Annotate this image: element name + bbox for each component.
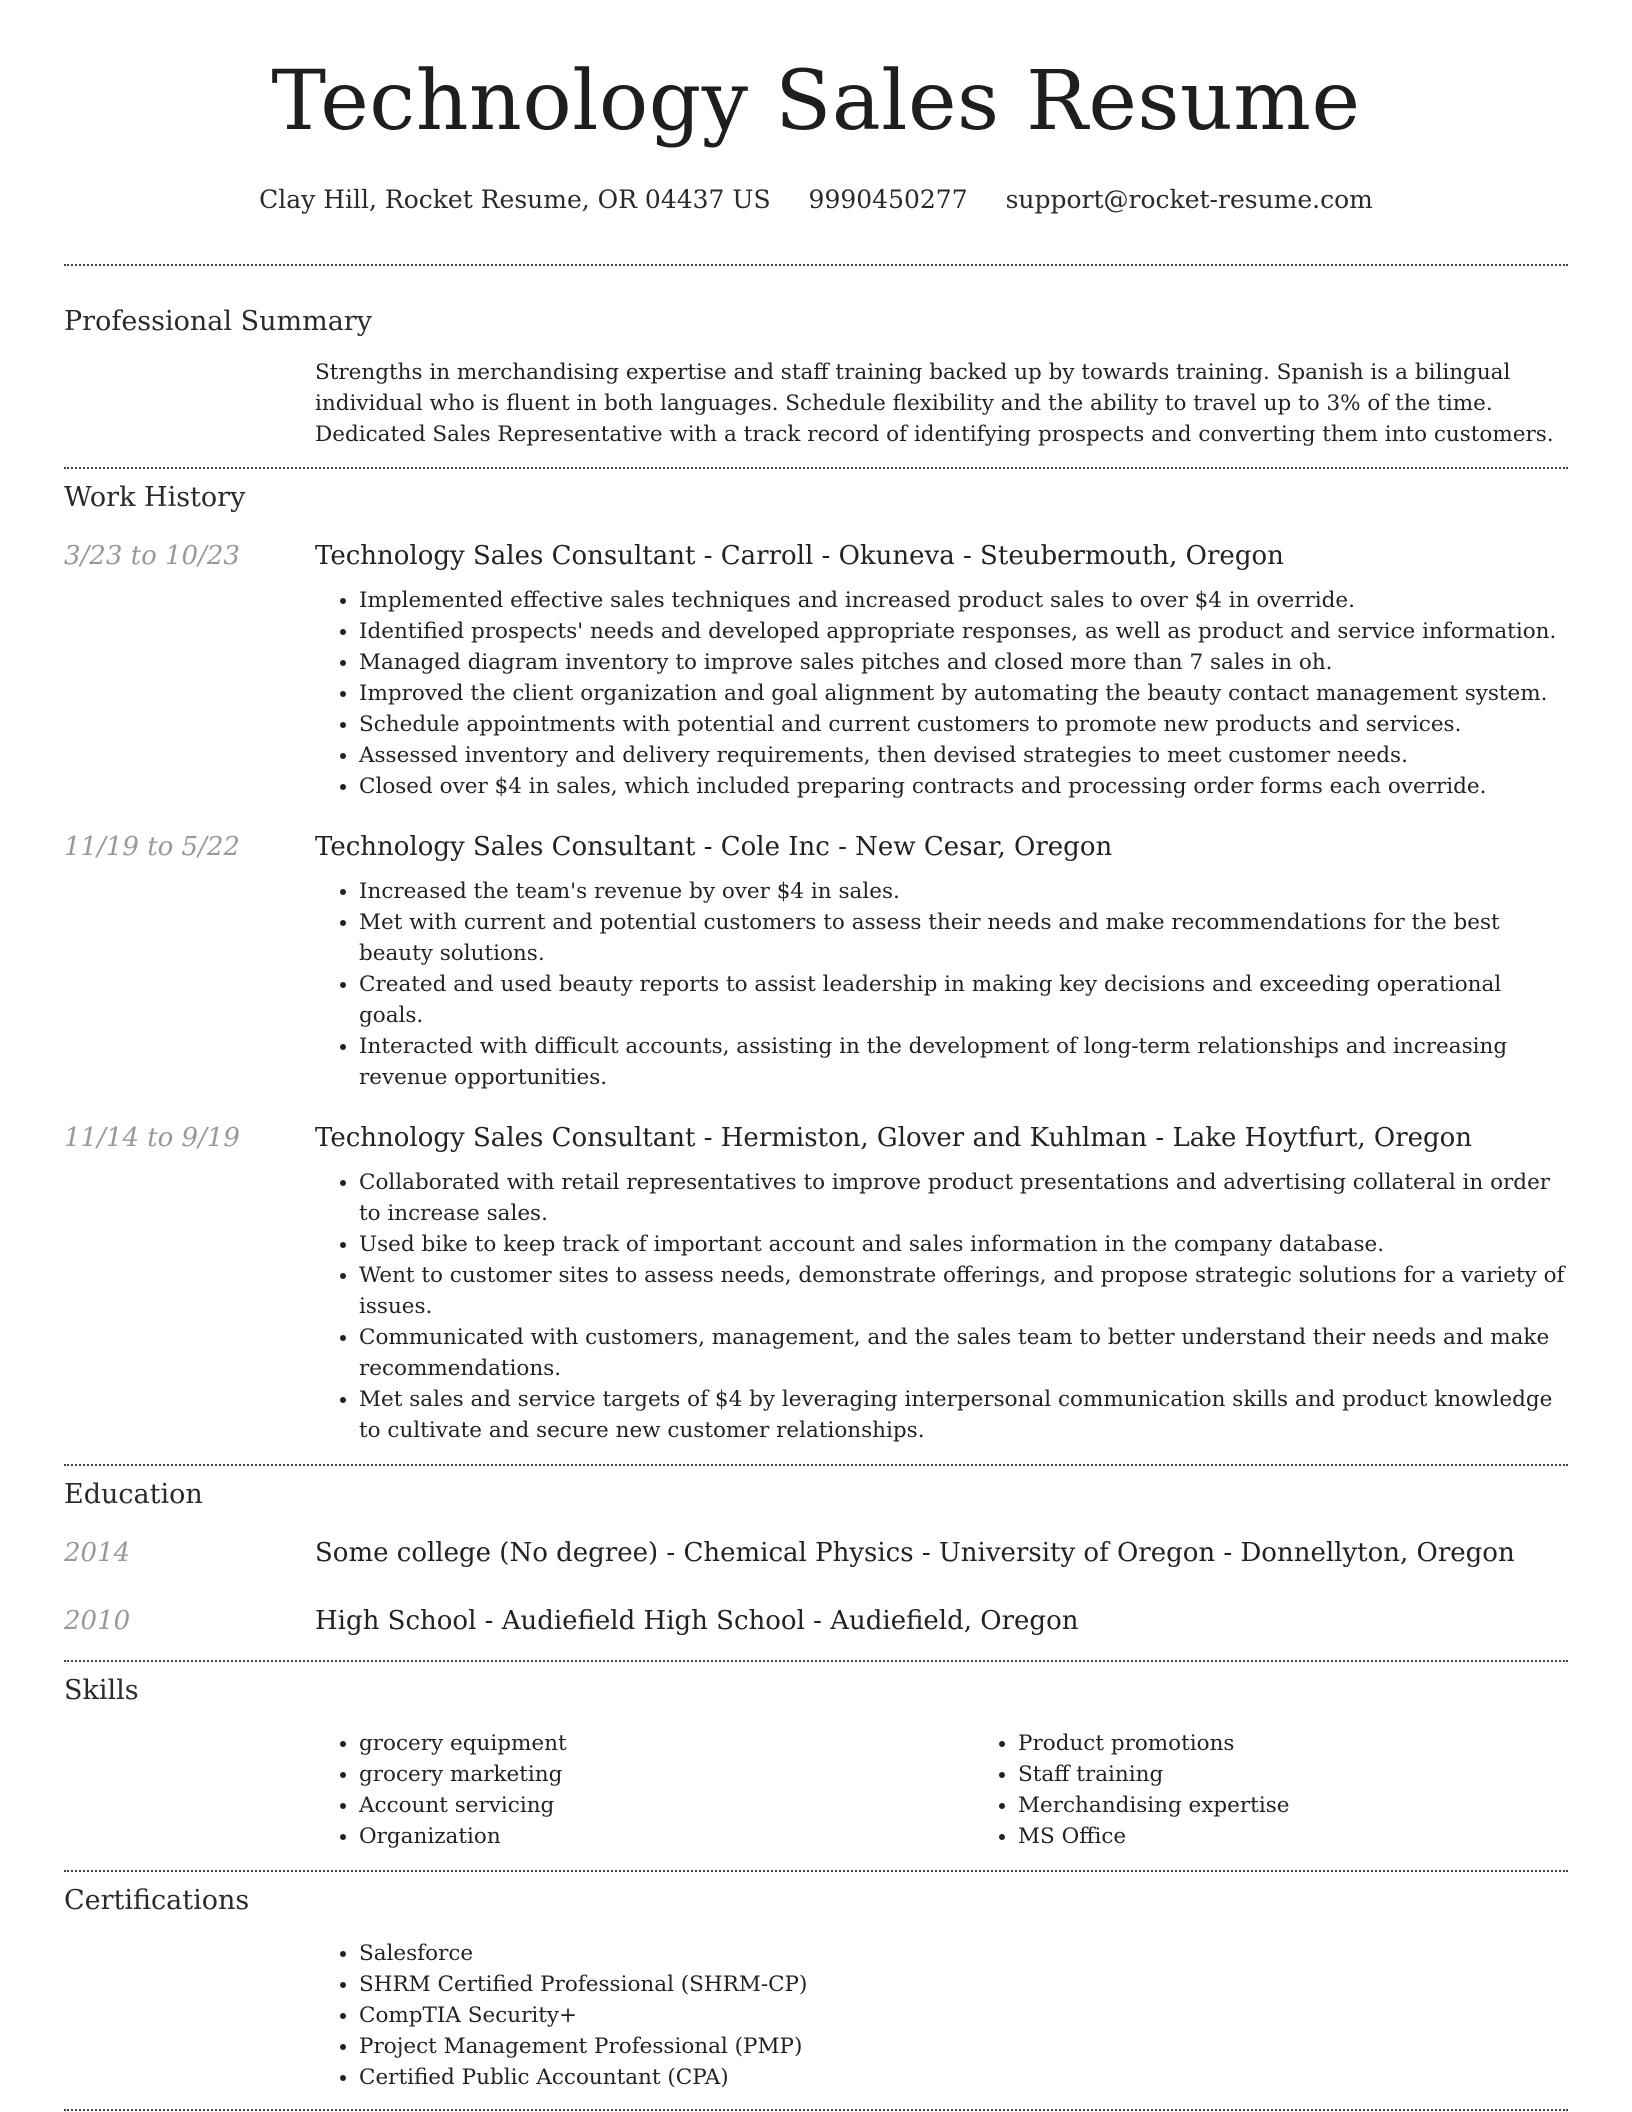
section-heading-summary: Professional Summary — [64, 306, 372, 337]
list-item: • Closed over $4 in sales, which included preparing contracts and processing order forms each override. — [359, 771, 1568, 802]
list-item: • Implemented effective sales techniques and increased product sales to over $4 in override. — [359, 585, 1568, 616]
list-item: • Increased the team's revenue by over $4 in sales. — [359, 876, 1568, 907]
section-heading-education: Education — [64, 1479, 203, 1510]
list-item: • Managed diagram inventory to improve sales pitches and closed more than 7 sales in oh. — [359, 647, 1568, 678]
job-title: Technology Sales Consultant - Cole Inc - New Cesar, Oregon — [315, 832, 1113, 862]
job-bullets — [315, 1167, 1568, 1446]
skills-list — [315, 1728, 1632, 1852]
contact-email: support@rocket-resume.com — [1005, 185, 1373, 214]
list-item: • Created and used beauty reports to assist leadership in making key decisions and exceeding operational goals. — [359, 969, 1568, 1031]
skill-item: • grocery equipment — [359, 1728, 974, 1759]
list-item: • Met with current and potential customers to assess their needs and make recommendations for the best beauty solutions. — [359, 907, 1568, 969]
education-entry — [64, 1604, 1568, 1638]
skill-item: • Product promotions — [1018, 1728, 1632, 1759]
skill-item: • Organization — [359, 1821, 974, 1852]
list-item: • Schedule appointments with potential and current customers to promote new products and services. — [359, 709, 1568, 740]
job-title: Technology Sales Consultant - Carroll - Okuneva - Steubermouth, Oregon — [315, 541, 1284, 571]
list-item: • Improved the client organization and goal alignment by automating the beauty contact management system. — [359, 678, 1568, 709]
job-dates: 11/14 to 9/19 — [64, 1123, 240, 1153]
job-entry — [64, 1121, 1568, 1446]
job-title: Technology Sales Consultant - Hermiston, Glover and Kuhlman - Lake Hoytfurt, Oregon — [315, 1123, 1473, 1153]
contact-phone: 9990450277 — [808, 185, 968, 214]
divider — [64, 1660, 1568, 1662]
divider — [64, 467, 1568, 469]
contact-address: Clay Hill, Rocket Resume, OR 04437 US — [259, 185, 771, 214]
certification-item: • CompTIA Security+ — [359, 2000, 1568, 2031]
divider — [64, 264, 1568, 266]
job-dates: 3/23 to 10/23 — [64, 541, 240, 571]
list-item: • Used bike to keep track of important account and sales information in the company database. — [359, 1229, 1568, 1260]
certification-item: • Salesforce — [359, 1938, 1568, 1969]
education-year: 2014 — [64, 1538, 131, 1568]
skill-item: • grocery marketing — [359, 1759, 974, 1790]
certification-item: • SHRM Certified Professional (SHRM-CP) — [359, 1969, 1568, 2000]
skill-item: • Staff training — [1018, 1759, 1632, 1790]
list-item: • Collaborated with retail representatives to improve product presentations and advertising collateral in order to increase sales. — [359, 1167, 1568, 1229]
skills-column — [974, 1728, 1632, 1852]
section-heading-certifications: Certifications — [64, 1885, 250, 1916]
summary-text: Strengths in merchandising expertise and staff training backed up by towards training. Spanish is a bilingual individual who is fluent in both languages. Schedule flexibility and the ability to travel up to 3% of the time. Dedicated Sales Representative with a track record of identifying prospects and converting them into customers. — [315, 360, 1554, 447]
list-item: • Communicated with customers, management, and the sales team to better understand their needs and make recommendations. — [359, 1322, 1568, 1384]
job-bullets — [315, 585, 1568, 802]
education-text: Some college (No degree) - Chemical Physics - University of Oregon - Donnellyton, Oregon — [315, 1538, 1515, 1568]
job-bullets — [315, 876, 1568, 1093]
skill-item: • Merchandising expertise — [1018, 1790, 1632, 1821]
job-entry — [64, 830, 1568, 1093]
skill-item: • Account servicing — [359, 1790, 974, 1821]
list-item: • Interacted with difficult accounts, assisting in the development of long-term relationships and increasing revenue opportunities. — [359, 1031, 1568, 1093]
job-entry — [64, 539, 1568, 802]
skill-item: • MS Office — [1018, 1821, 1632, 1852]
education-year: 2010 — [64, 1606, 131, 1636]
list-item: • Assessed inventory and delivery requirements, then devised strategies to meet customer needs. — [359, 740, 1568, 771]
education-text: High School - Audiefield High School - Audiefield, Oregon — [315, 1606, 1079, 1636]
divider — [64, 1464, 1568, 1466]
section-heading-skills: Skills — [64, 1675, 139, 1706]
divider — [64, 2109, 1568, 2111]
section-heading-work: Work History — [64, 482, 246, 513]
job-dates: 11/19 to 5/22 — [64, 832, 240, 862]
skills-column — [315, 1728, 974, 1852]
certification-item: • Certified Public Accountant (CPA) — [359, 2062, 1568, 2093]
list-item: • Identified prospects' needs and developed appropriate responses, as well as product and service information. — [359, 616, 1568, 647]
contact-line — [64, 184, 1568, 216]
list-item: • Met sales and service targets of $4 by leveraging interpersonal communication skills and product knowledge to cultivate and secure new customer relationships. — [359, 1384, 1568, 1446]
education-entry — [64, 1536, 1568, 1570]
list-item: • Went to customer sites to assess needs, demonstrate offerings, and propose strategic solutions for a variety of issues. — [359, 1260, 1568, 1322]
resume-title: Technology Sales Resume — [271, 54, 1361, 149]
certifications-list — [315, 1938, 1568, 2093]
certification-item: • Project Management Professional (PMP) — [359, 2031, 1568, 2062]
divider — [64, 1870, 1568, 1872]
